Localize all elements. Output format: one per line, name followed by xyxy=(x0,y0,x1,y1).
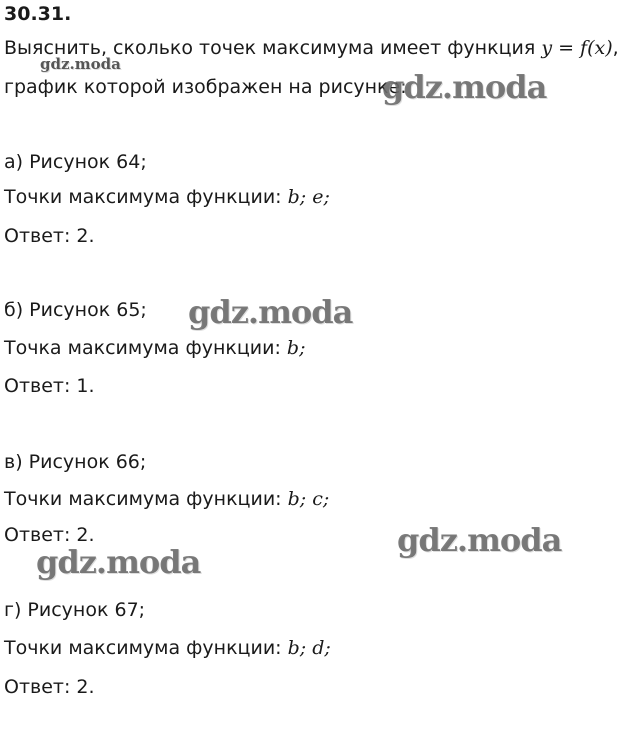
part-c-points-values: b; c; xyxy=(287,488,330,510)
part-b-points-text: Точка максимума функции: xyxy=(4,337,287,359)
part-d-answer: Ответ: 2. xyxy=(4,676,95,698)
task-number-suffix: . xyxy=(64,3,72,25)
task-function-formula: y = f(x) xyxy=(541,37,613,59)
part-b-answer: Ответ: 1. xyxy=(4,375,95,397)
watermark-top-right: gdz.moda xyxy=(382,68,547,106)
part-b-points xyxy=(4,336,306,360)
watermark-left: gdz.moda xyxy=(36,543,201,581)
task-number xyxy=(4,2,71,26)
part-d-points-text: Точки максимума функции: xyxy=(4,637,288,659)
watermark-middle: gdz.moda xyxy=(188,293,353,331)
part-a-points-text: Точки максимума функции: xyxy=(4,186,288,208)
part-a-points xyxy=(4,185,330,209)
part-c-label: в) Рисунок 66; xyxy=(4,451,147,473)
watermark-small: gdz.moda xyxy=(40,55,121,73)
task-statement-line-2: график которой изображен на рисунке: xyxy=(4,76,407,98)
watermark-right: gdz.moda xyxy=(397,521,562,559)
part-d-label: г) Рисунок 67; xyxy=(4,599,146,621)
part-c-points xyxy=(4,487,329,511)
task-number-value: 30.31 xyxy=(4,3,65,25)
task-statement-end: , xyxy=(612,37,619,59)
part-d-points-values: b; d; xyxy=(287,637,331,659)
part-b-label: б) Рисунок 65; xyxy=(4,299,147,321)
part-a-points-values: b; e; xyxy=(287,186,330,208)
part-c-points-text: Точки максимума функции: xyxy=(4,488,288,510)
part-d-points xyxy=(4,636,331,660)
task-statement-text: Выяснить, сколько точек максимума имеет функция xyxy=(4,37,542,59)
part-a-answer: Ответ: 2. xyxy=(4,225,95,247)
part-c-answer: Ответ: 2. xyxy=(4,524,95,546)
part-a-label: а) Рисунок 64; xyxy=(4,151,147,173)
part-b-points-values: b; xyxy=(286,337,306,359)
